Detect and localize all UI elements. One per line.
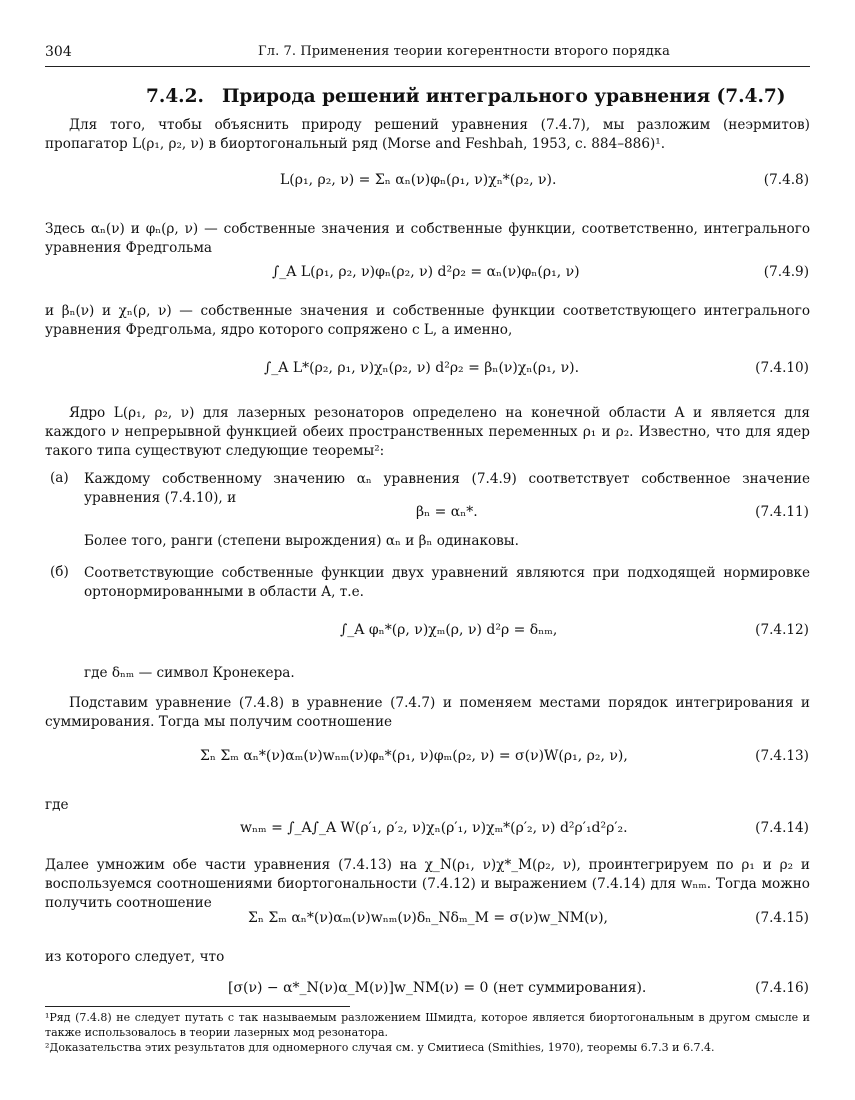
equation-7-4-10: ∫_A L*(ρ₂, ρ₁, ν)χₙ(ρ₂, ν) d²ρ₂ = βₙ(ν)χₙ(ρ₁, ν). [264, 360, 580, 376]
paragraph-5: Подставим уравнение (7.4.8) в уравнение (7.4.7) и поменяем местами порядок интегрирования и суммирования. Тогда мы получим соотношение [45, 695, 810, 730]
header-rule [45, 66, 810, 67]
item-a-after: Более того, ранги (степени вырождения) αₙ и βₙ одинаковы. [84, 533, 519, 549]
section-number: 7.4.2. [146, 86, 204, 107]
item-a-text: Каждому собственному значению αₙ уравнения (7.4.9) соответствует собственное значение уравнения (7.4.10), и [84, 471, 810, 506]
footnote-rule [45, 1006, 350, 1007]
equation-number-7-4-8: (7.4.8) [763, 172, 809, 188]
equation-number-7-4-15: (7.4.15) [755, 910, 809, 926]
equation-number-7-4-16: (7.4.16) [755, 980, 809, 996]
equation-number-7-4-14: (7.4.14) [755, 820, 809, 836]
footnote-2: ²Доказательства этих результатов для одномерного случая см. у Смитиеса (Smithies, 1970), теоремы 6.7.3 и 6.7.4. [45, 1041, 715, 1054]
footnote-1: ¹Ряд (7.4.8) не следует путать с так называемым разложением Шмидта, которое является биортогональным в другом смысле и также использовалось в теории лазерных мод резонатора. [45, 1011, 810, 1039]
item-a-label: (а) [50, 470, 69, 486]
page-number: 304 [45, 44, 72, 60]
equation-number-7-4-10: (7.4.10) [755, 360, 809, 376]
equation-7-4-11: βₙ = αₙ*. [416, 504, 478, 520]
equation-7-4-15: Σₙ Σₘ αₙ*(ν)αₘ(ν)wₙₘ(ν)δₙ_Nδₘ_M = σ(ν)w_NM(ν), [248, 910, 608, 926]
item-b-label: (б) [50, 564, 69, 580]
equation-7-4-13: Σₙ Σₘ αₙ*(ν)αₘ(ν)wₙₘ(ν)φₙ*(ρ₁, ν)φₘ(ρ₂, ν) = σ(ν)W(ρ₁, ρ₂, ν), [200, 748, 628, 764]
equation-7-4-14: wₙₘ = ∫_A∫_A W(ρ′₁, ρ′₂, ν)χₙ(ρ′₁, ν)χₘ*(ρ′₂, ν) d²ρ′₁d²ρ′₂. [240, 820, 628, 836]
paragraph-3: и βₙ(ν) и χₙ(ρ, ν) — собственные значения и собственные функции соответствующего интегрального уравнения Фредгольма, ядро которого сопряжено с L, а именно, [45, 303, 810, 338]
equation-number-7-4-13: (7.4.13) [755, 748, 809, 764]
paragraph-1: Для того, чтобы объяснить природу решений уравнения (7.4.7), мы разложим (неэрмитов) пропагатор L(ρ₁, ρ₂, ν) в биортогональный ряд (Morse and Feshbah, 1953, с. 884–886)¹. [45, 117, 810, 152]
paragraph-7: из которого следует, что [45, 949, 225, 965]
equation-number-7-4-12: (7.4.12) [755, 622, 809, 638]
section-title: Природа решений интегрального уравнения (7.4.7) [221, 86, 786, 107]
paragraph-2: Здесь αₙ(ν) и φₙ(ρ, ν) — собственные значения и собственные функции, соответственно, интегрального уравнения Фредгольма [45, 221, 810, 256]
running-title: Гл. 7. Применения теории когерентности второго порядка [258, 44, 670, 59]
equation-number-7-4-9: (7.4.9) [763, 264, 809, 280]
equation-7-4-16: [σ(ν) − α*_N(ν)α_M(ν)]w_NM(ν) = 0 (нет суммирования). [228, 980, 647, 996]
where-label: где [45, 797, 69, 813]
equation-7-4-12: ∫_A φₙ*(ρ, ν)χₘ(ρ, ν) d²ρ = δₙₘ, [340, 622, 558, 638]
paragraph-6: Далее умножим обе части уравнения (7.4.13) на χ_N(ρ₁, ν)χ*_M(ρ₂, ν), проинтегрируем по ρ₁ и ρ₂ и воспользуемся соотношениями биортогональности (7.4.12) и выражением (7.4.14) для wₙₘ. Тогда можно получить соотношение [45, 857, 810, 911]
equation-7-4-9: ∫_A L(ρ₁, ρ₂, ν)φₙ(ρ₂, ν) d²ρ₂ = αₙ(ν)φₙ(ρ₁, ν) [272, 264, 580, 280]
paragraph-4: Ядро L(ρ₁, ρ₂, ν) для лазерных резонаторов определено на конечной области A и является для каждого ν непрерывной функцией обеих пространственных переменных ρ₁ и ρ₂. Известно, что для ядер такого типа существуют следующие теоремы²: [45, 405, 810, 459]
equation-number-7-4-11: (7.4.11) [755, 504, 809, 520]
item-b-after: где δₙₘ — символ Кронекера. [84, 665, 295, 681]
equation-7-4-8: L(ρ₁, ρ₂, ν) = Σₙ αₙ(ν)φₙ(ρ₁, ν)χₙ*(ρ₂, ν). [280, 172, 557, 188]
item-b-text: Соответствующие собственные функции двух уравнений являются при подходящей нормировке ортонормированными в области A, т.е. [84, 565, 810, 600]
section-heading [146, 86, 786, 107]
